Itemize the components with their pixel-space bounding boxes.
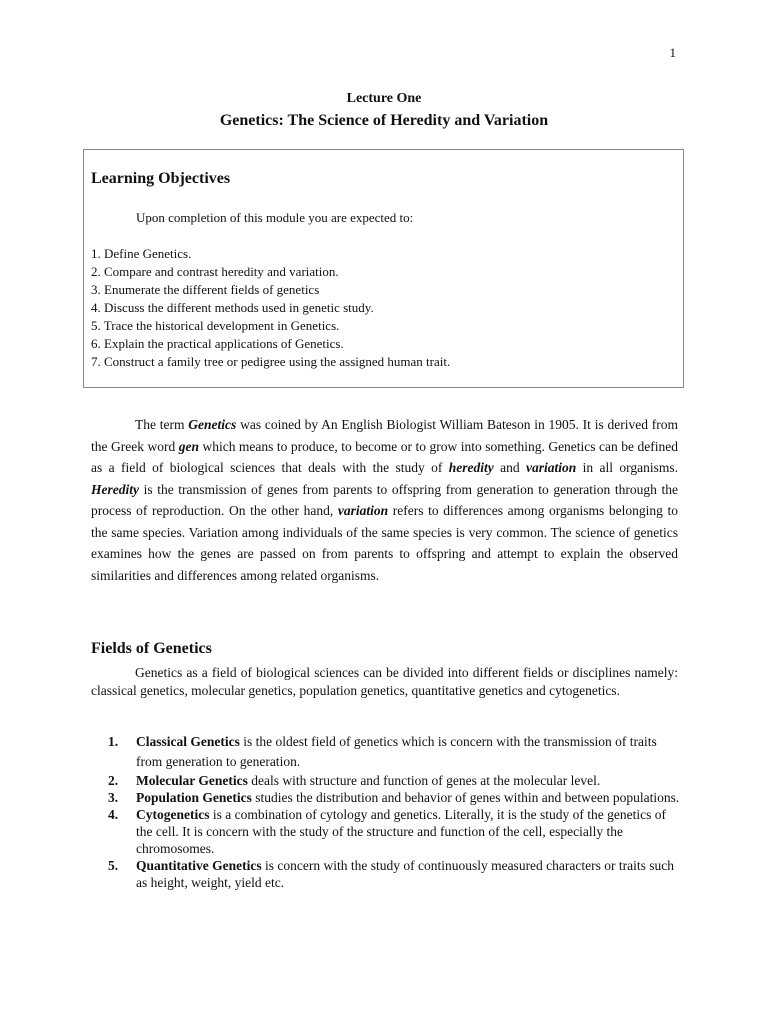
objective-item: 4. Discuss the different methods used in genetic study. (91, 300, 374, 315)
genetics-definition-paragraph (91, 414, 678, 586)
field-description: deals with structure and function of genes at the molecular level. (247, 773, 601, 788)
intro-text: The term (135, 417, 189, 432)
field-description: is a combination of cytology and genetics. Literally, it is the study of the genetics of the cell. It is concern with the study of the structure and function of the cell, especially the chromosomes. (136, 807, 666, 856)
field-description: studies the distribution and behavior of genes within and between populations. (251, 790, 680, 805)
term-heredity: heredity (448, 460, 494, 475)
objective-item: 3. Enumerate the different fields of genetics (91, 282, 320, 297)
field-item (108, 732, 683, 772)
field-term: Cytogenetics (136, 807, 210, 822)
field-description: is the oldest field of genetics which is concern with the transmission of traits from generation to generation. (136, 734, 657, 769)
objective-item: 7. Construct a family tree or pedigree using the assigned human trait. (91, 354, 451, 369)
field-term: Classical Genetics (136, 734, 240, 749)
fields-heading: Fields of Genetics (91, 640, 212, 657)
term-variation: variation (525, 460, 577, 475)
field-description: is concern with the study of continuously measured characters or traits such as height, weight, yield etc. (136, 858, 674, 890)
intro-text: is the transmission of genes from parents to offspring from generation to generation through the process of reproduction. On the other hand, (91, 481, 678, 518)
field-term: Quantitative Genetics (136, 858, 262, 873)
term-gen: gen (178, 438, 199, 454)
intro-text: was coined by An English Biologist William Bateson in 1905. It is derived from the Greek word (91, 417, 678, 454)
term-genetics: Genetics (188, 417, 237, 432)
objectives-list (91, 245, 450, 371)
intro-text: refers to differences among organisms belonging to the same species. Variation among individuals of the same species is very common. The science of genetics examines how the genes are passed on from parents to offspring and attempt to explain the observed similarities and differences among related organisms. (91, 503, 678, 583)
field-item (108, 772, 683, 789)
learning-objectives-box (83, 149, 684, 388)
field-number: 5. (108, 858, 119, 873)
fields-list (108, 732, 683, 891)
intro-text: which means to produce, to become or to grow into something. Genetics can be defined as a field of biological sciences that deals with the study of (91, 438, 678, 475)
page-title: Genetics: The Science of Heredity and Variation (219, 112, 549, 129)
intro-text: and (493, 460, 526, 475)
field-item (108, 806, 683, 857)
objective-item: 1. Define Genetics. (91, 246, 192, 261)
field-term: Molecular Genetics (136, 773, 248, 788)
term-variation: variation (337, 503, 389, 518)
field-item (108, 789, 683, 806)
objective-item: 2. Compare and contrast heredity and variation. (91, 264, 339, 279)
field-item (108, 857, 683, 891)
objectives-heading: Learning Objectives (91, 170, 231, 187)
field-number: 1. (108, 734, 119, 749)
field-number: 4. (108, 807, 119, 822)
fields-intro: Genetics as a field of biological sciences can be divided into different fields or disciplines namely: classical genetics, molecular genetics, population genetics, quantitative genetics and cytogenetics. (91, 665, 678, 698)
intro-text: in all organisms. (576, 460, 678, 475)
objective-item: 5. Trace the historical development in Genetics. (91, 318, 340, 333)
field-number: 3. (108, 790, 119, 805)
objectives-intro: Upon completion of this module you are expected to: (136, 210, 414, 225)
field-term: Population Genetics (136, 790, 252, 805)
field-number: 2. (108, 773, 119, 788)
page-number: 1 (669, 45, 676, 60)
term-heredity: Heredity (91, 481, 139, 497)
objective-item: 6. Explain the practical applications of Genetics. (91, 336, 344, 351)
lecture-label: Lecture One (346, 91, 422, 106)
